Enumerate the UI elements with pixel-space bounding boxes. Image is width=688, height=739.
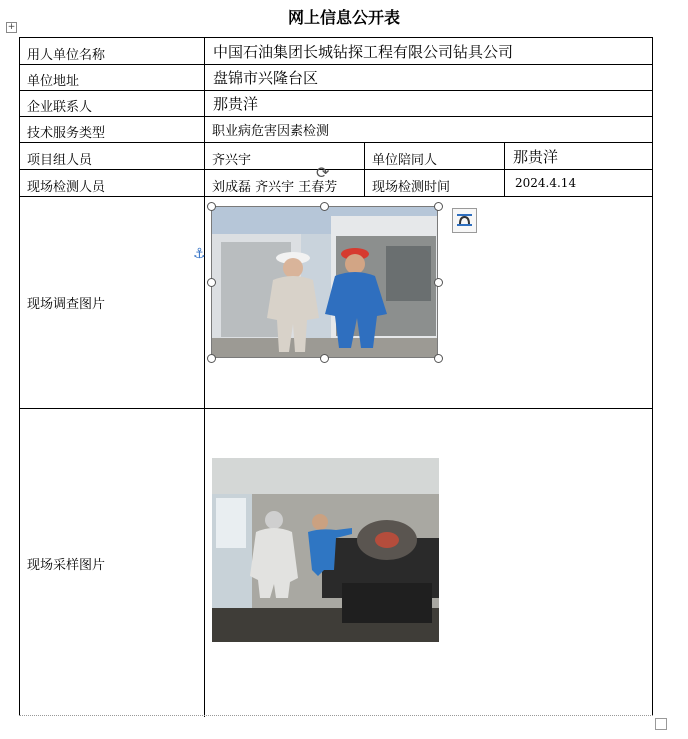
service-type-value[interactable]: 职业病危害因素检测 <box>212 124 330 139</box>
table-row <box>20 143 652 170</box>
sampling-photo-label: 现场采样图片 <box>20 409 205 717</box>
table-row <box>20 91 652 117</box>
contact-value[interactable]: 那贵洋 <box>213 95 259 113</box>
table-row <box>20 117 652 143</box>
resize-handle[interactable] <box>207 354 216 363</box>
survey-photo-label: 现场调查图片 <box>20 197 205 408</box>
resize-handle[interactable] <box>320 202 329 211</box>
survey-photo-image <box>211 206 438 358</box>
team-value[interactable]: 齐兴宇 <box>205 143 365 169</box>
resize-handle[interactable] <box>207 202 216 211</box>
inspection-time-value[interactable]: 2024.4.14 <box>515 176 577 190</box>
inspectors-value[interactable]: 刘成磊 齐兴宇 王春芳 <box>205 170 365 196</box>
resize-handle[interactable] <box>320 354 329 363</box>
anchor-icon[interactable]: ⚓ <box>193 246 206 262</box>
escort-label: 单位陪同人 <box>365 143 505 169</box>
page-title: 网上信息公开表 <box>287 8 400 27</box>
layout-options-icon[interactable] <box>452 208 477 233</box>
resize-handle[interactable] <box>434 278 443 287</box>
survey-photo[interactable] <box>211 206 438 358</box>
sampling-photo[interactable] <box>212 458 439 642</box>
document-resize-handle[interactable] <box>655 718 667 730</box>
address-label: 单位地址 <box>20 65 205 90</box>
table-move-handle-icon[interactable]: + <box>7 22 16 32</box>
table-bottom-edge <box>19 715 653 716</box>
contact-label: 企业联系人 <box>20 91 205 116</box>
table-row <box>20 65 652 91</box>
address-value[interactable]: 盘锦市兴隆台区 <box>213 69 319 87</box>
sampling-photo-image <box>212 458 439 642</box>
inspectors-label: 现场检测人员 <box>20 170 205 196</box>
resize-handle[interactable] <box>434 202 443 211</box>
resize-handle[interactable] <box>434 354 443 363</box>
resize-handle[interactable] <box>207 278 216 287</box>
inspection-time-label: 现场检测时间 <box>365 170 505 196</box>
escort-value[interactable]: 那贵洋 <box>513 147 559 166</box>
unit-name-label: 用人单位名称 <box>20 38 205 64</box>
unit-name-value[interactable]: 中国石油集团长城钻探工程有限公司钻具公司 <box>213 42 514 61</box>
team-label: 项目组人员 <box>20 143 205 169</box>
service-type-label: 技术服务类型 <box>20 117 205 142</box>
table-row <box>20 170 652 197</box>
rotate-icon[interactable]: ⟳ <box>316 163 330 182</box>
table-row <box>20 38 652 65</box>
